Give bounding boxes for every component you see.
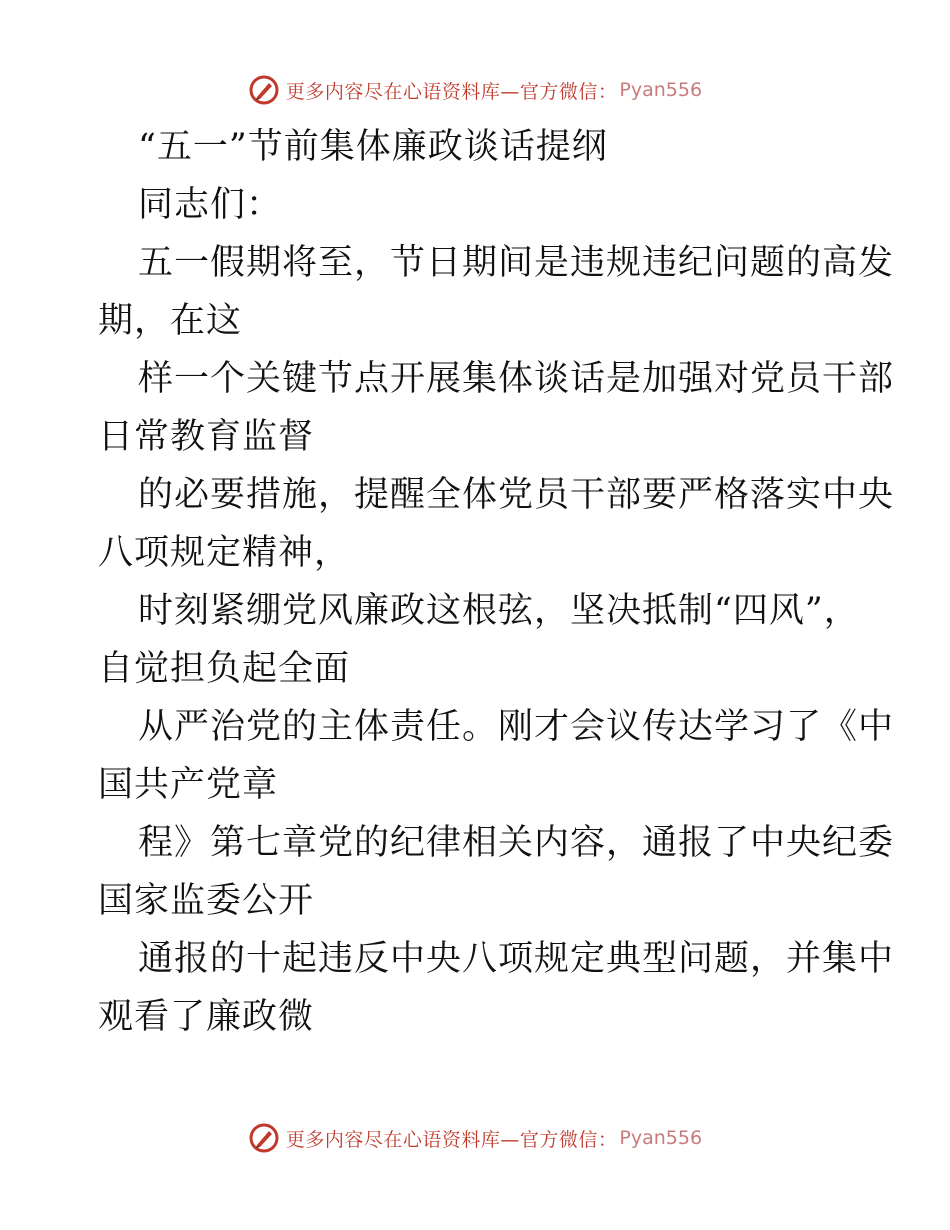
document-lines [98,176,895,1046]
paragraph-line: 五一假期将至，节日期间是违规违纪问题的高发 [138,243,895,283]
watermark-text: 更多内容尽在心语资料库—官方微信： [285,80,618,103]
document-title: “五一”节前集体廉政谈话提纲 [138,127,608,167]
paragraph-line: 八项规定精神， [98,533,351,573]
paragraph-line: 从严治党的主体责任。刚才会议传达学习了《中 [138,707,895,747]
pen-logo-icon [248,1122,280,1154]
paragraph-line: 时刻紧绷党风廉政这根弦，坚决抵制“四风”， [138,591,860,631]
paragraph-line: 自觉担负起全面 [98,649,351,689]
paragraph-line: 日常教育监督 [98,417,315,457]
header-watermark [0,70,950,110]
watermark-id: Pyan556 [619,79,703,101]
watermark-text: 更多内容尽在心语资料库—官方微信： [285,1128,618,1151]
footer-watermark [0,1118,950,1158]
paragraph-line: 的必要措施，提醒全体党员干部要严格落实中央 [138,475,895,515]
paragraph-line: 样一个关键节点开展集体谈话是加强对党员干部 [138,359,895,399]
watermark-id: Pyan556 [619,1127,703,1149]
document-body [98,118,895,1046]
pen-logo-icon [248,74,280,106]
paragraph-line: 期，在这 [98,301,243,341]
paragraph-line: 程》第七章党的纪律相关内容，通报了中央纪委 [138,823,895,863]
paragraph-line: 国家监委公开 [98,881,315,921]
paragraph-line: 通报的十起违反中央八项规定典型问题，并集中 [138,939,895,979]
paragraph-line: 观看了廉政微 [98,997,315,1037]
paragraph-line: 国共产党章 [98,765,279,805]
paragraph-line: 同志们： [138,185,283,225]
